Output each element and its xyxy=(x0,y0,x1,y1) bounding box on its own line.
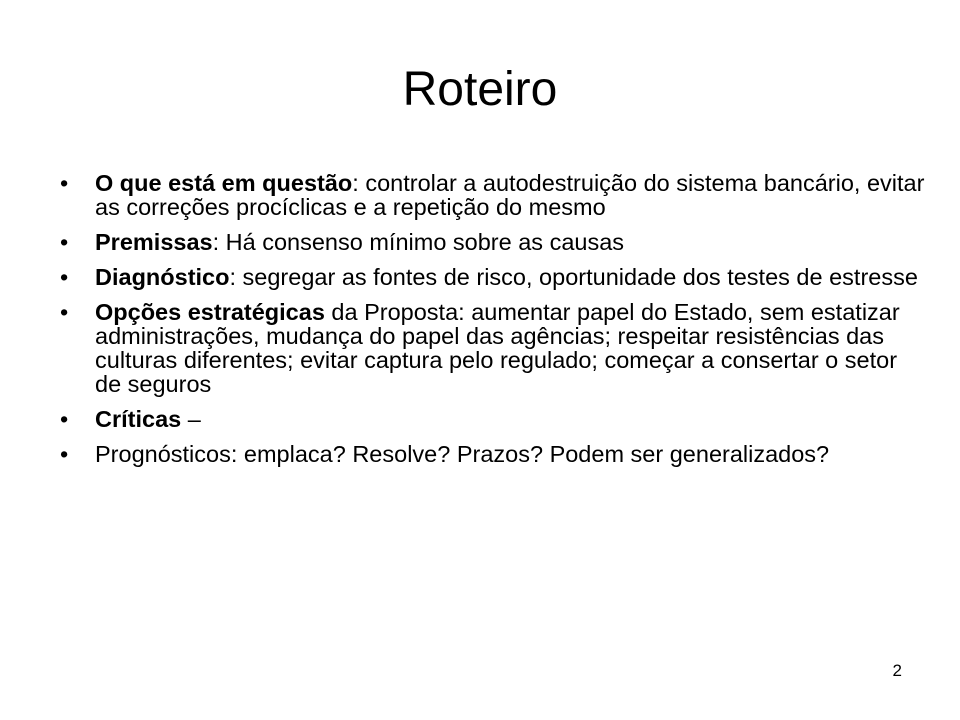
bullet-item-criticas xyxy=(48,407,928,431)
bullet-dot-icon: • xyxy=(60,441,69,467)
bullet-text: da Proposta: aumentar papel do Estado, sem estatizar administrações, mudança do papel das agências; respeitar resistências das culturas diferentes; evitar captura pelo regulado; começar a consertar o setor de seguros xyxy=(95,299,900,397)
bullet-list xyxy=(48,171,928,477)
bullet-dot-icon: • xyxy=(60,170,69,196)
bullet-bold-text: Premissas xyxy=(95,229,213,255)
bullet-text: – xyxy=(181,406,201,432)
bullet-bold-text: Críticas xyxy=(95,406,182,432)
bullet-bold-text: O que está em questão xyxy=(95,170,353,196)
bullet-dot-icon: • xyxy=(60,229,69,255)
bullet-item-questao xyxy=(48,171,928,219)
bullet-dot-icon: • xyxy=(60,299,69,325)
bullet-dot-icon: • xyxy=(60,264,69,290)
page-number: 2 xyxy=(892,661,902,680)
bullet-item-prognosticos xyxy=(48,442,928,466)
bullet-text: : controlar a autodestruição do sistema bancário, evitar as correções procíclicas e a repetição do mesmo xyxy=(95,170,925,220)
slide-title: Roteiro xyxy=(402,63,558,116)
bullet-bold-text: Opções estratégicas xyxy=(95,299,325,325)
bullet-text: Prognósticos: emplaca? Resolve? Prazos? Podem ser generalizados? xyxy=(95,441,830,467)
bullet-item-premissas xyxy=(48,230,928,254)
bullet-dot-icon: • xyxy=(60,406,69,432)
bullet-text: : Há consenso mínimo sobre as causas xyxy=(212,229,625,255)
bullet-item-diagnostico xyxy=(48,265,928,289)
bullet-item-opcoes xyxy=(48,300,928,396)
bullet-bold-text: Diagnóstico xyxy=(95,264,230,290)
bullet-text: : segregar as fontes de risco, oportunidade dos testes de estresse xyxy=(229,264,918,290)
